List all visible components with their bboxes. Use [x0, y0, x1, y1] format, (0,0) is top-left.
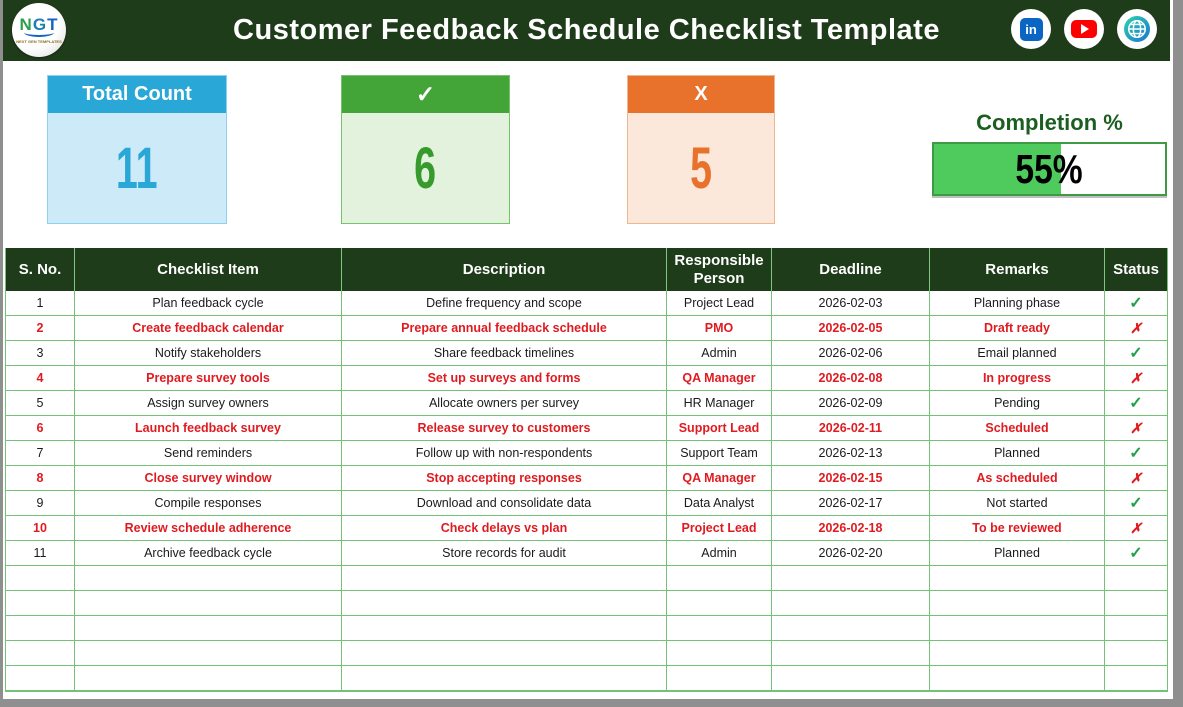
- cell-remarks[interactable]: [930, 566, 1105, 591]
- page-title: Customer Feedback Schedule Checklist Template: [233, 14, 940, 46]
- cell-checklist-item[interactable]: Close survey window: [75, 466, 342, 491]
- globe-icon[interactable]: [1117, 9, 1157, 49]
- status-check-icon[interactable]: ✓: [1105, 291, 1167, 316]
- cell-sno[interactable]: 10: [6, 516, 75, 541]
- cell-description[interactable]: Prepare annual feedback schedule: [342, 316, 667, 341]
- window-frame-bottom: [0, 699, 1183, 707]
- cell-deadline[interactable]: 2026-02-20: [772, 541, 930, 566]
- cell-checklist-item[interactable]: Compile responses: [75, 491, 342, 516]
- check-icon: ✓: [342, 76, 509, 113]
- cell-responsible-person[interactable]: Admin: [667, 341, 772, 366]
- cell-description[interactable]: Follow up with non-respondents: [342, 441, 667, 466]
- cell-description[interactable]: Define frequency and scope: [342, 291, 667, 316]
- cell-responsible-person[interactable]: Support Lead: [667, 416, 772, 441]
- col-header-sno: S. No.: [6, 248, 75, 291]
- cell-sno[interactable]: [6, 666, 75, 691]
- cell-description[interactable]: Set up surveys and forms: [342, 366, 667, 391]
- table-header-row: [6, 248, 1167, 291]
- cell-checklist-item[interactable]: [75, 566, 342, 591]
- cell-sno[interactable]: [6, 616, 75, 641]
- status-x-icon[interactable]: ✗: [1105, 416, 1167, 441]
- cell-sno[interactable]: 4: [6, 366, 75, 391]
- cell-checklist-item[interactable]: [75, 641, 342, 666]
- table-row: [6, 366, 1167, 391]
- cell-status[interactable]: [1105, 616, 1167, 641]
- cell-responsible-person[interactable]: Project Lead: [667, 291, 772, 316]
- table-row: [6, 391, 1167, 416]
- cell-remarks[interactable]: Not started: [930, 491, 1105, 516]
- done-count-value: 6: [342, 113, 509, 223]
- cell-sno[interactable]: 2: [6, 316, 75, 341]
- col-header-status: Status: [1113, 260, 1159, 278]
- empty-row: [6, 666, 1167, 691]
- brand-logo-swoosh: [24, 28, 54, 37]
- window-frame-left: [0, 0, 3, 707]
- cell-checklist-item[interactable]: Notify stakeholders: [75, 341, 342, 366]
- cell-description[interactable]: Allocate owners per survey: [342, 391, 667, 416]
- cell-deadline[interactable]: 2026-02-13: [772, 441, 930, 466]
- cell-remarks[interactable]: Pending: [930, 391, 1105, 416]
- cell-remarks[interactable]: Draft ready: [930, 316, 1105, 341]
- table-row: [6, 416, 1167, 441]
- cell-description[interactable]: Release survey to customers: [342, 416, 667, 441]
- cell-sno[interactable]: 8: [6, 466, 75, 491]
- cell-responsible-person[interactable]: QA Manager: [667, 466, 772, 491]
- social-links: [1011, 9, 1157, 49]
- col-header-deadline: Deadline: [772, 248, 930, 291]
- col-header-item: Checklist Item: [75, 248, 342, 291]
- cell-remarks[interactable]: [930, 616, 1105, 641]
- cell-deadline[interactable]: 2026-02-18: [772, 516, 930, 541]
- status-x-icon[interactable]: ✗: [1105, 516, 1167, 541]
- cell-deadline[interactable]: 2026-02-15: [772, 466, 930, 491]
- table-row: [6, 291, 1167, 316]
- status-check-icon[interactable]: ✓: [1105, 391, 1167, 416]
- linkedin-icon[interactable]: in: [1011, 9, 1051, 49]
- cell-remarks[interactable]: Scheduled: [930, 416, 1105, 441]
- status-check-icon[interactable]: ✓: [1105, 341, 1167, 366]
- cell-remarks[interactable]: Planned: [930, 441, 1105, 466]
- cell-remarks[interactable]: In progress: [930, 366, 1105, 391]
- table-body: [6, 291, 1167, 691]
- cell-sno[interactable]: 9: [6, 491, 75, 516]
- cell-remarks[interactable]: Planning phase: [930, 291, 1105, 316]
- cell-remarks[interactable]: Planned: [930, 541, 1105, 566]
- cell-responsible-person[interactable]: Support Team: [667, 441, 772, 466]
- empty-row: [6, 591, 1167, 616]
- cell-sno[interactable]: [6, 591, 75, 616]
- cell-status[interactable]: [1105, 566, 1167, 591]
- pending-count-card: [627, 75, 775, 224]
- col-header-person: Responsible Person: [667, 248, 772, 291]
- cell-description[interactable]: [342, 566, 667, 591]
- cell-remarks[interactable]: To be reviewed: [930, 516, 1105, 541]
- cell-description[interactable]: Store records for audit: [342, 541, 667, 566]
- status-x-icon[interactable]: ✗: [1105, 316, 1167, 341]
- cell-deadline[interactable]: 2026-02-06: [772, 341, 930, 366]
- status-check-icon[interactable]: ✓: [1105, 441, 1167, 466]
- cell-deadline[interactable]: 2026-02-03: [772, 291, 930, 316]
- cell-checklist-item[interactable]: [75, 666, 342, 691]
- cell-responsible-person[interactable]: Data Analyst: [667, 491, 772, 516]
- cell-checklist-item[interactable]: Launch feedback survey: [75, 416, 342, 441]
- header-bar: [3, 0, 1170, 61]
- total-count-label: Total Count: [48, 76, 226, 113]
- cell-sno[interactable]: 5: [6, 391, 75, 416]
- status-check-icon[interactable]: ✓: [1105, 491, 1167, 516]
- total-count-card: [47, 75, 227, 224]
- completion-percent-value: 55%: [1015, 145, 1084, 192]
- cell-checklist-item[interactable]: [75, 616, 342, 641]
- checklist-table: [5, 248, 1168, 692]
- cell-deadline[interactable]: 2026-02-09: [772, 391, 930, 416]
- cell-checklist-item[interactable]: [75, 591, 342, 616]
- done-count-card: [341, 75, 510, 224]
- cell-remarks[interactable]: [930, 641, 1105, 666]
- cell-checklist-item[interactable]: Plan feedback cycle: [75, 291, 342, 316]
- cell-description[interactable]: [342, 616, 667, 641]
- cell-status[interactable]: [1105, 666, 1167, 691]
- brand-logo-text: NGT: [19, 14, 59, 34]
- cell-deadline[interactable]: 2026-02-11: [772, 416, 930, 441]
- cell-remarks[interactable]: As scheduled: [930, 466, 1105, 491]
- completion-label: Completion %: [976, 110, 1123, 135]
- cell-deadline[interactable]: [772, 641, 930, 666]
- table-row: [6, 441, 1167, 466]
- cell-status[interactable]: [1105, 641, 1167, 666]
- cell-status[interactable]: [1105, 591, 1167, 616]
- cell-deadline[interactable]: 2026-02-08: [772, 366, 930, 391]
- cell-responsible-person[interactable]: HR Manager: [667, 391, 772, 416]
- cell-deadline[interactable]: [772, 616, 930, 641]
- youtube-icon[interactable]: [1064, 9, 1104, 49]
- status-x-icon[interactable]: ✗: [1105, 366, 1167, 391]
- table-row: [6, 316, 1167, 341]
- cell-description[interactable]: Stop accepting responses: [342, 466, 667, 491]
- cell-sno[interactable]: 11: [6, 541, 75, 566]
- cell-responsible-person[interactable]: PMO: [667, 316, 772, 341]
- cell-deadline[interactable]: [772, 666, 930, 691]
- status-x-icon[interactable]: ✗: [1105, 466, 1167, 491]
- cell-checklist-item[interactable]: Send reminders: [75, 441, 342, 466]
- cell-responsible-person[interactable]: [667, 641, 772, 666]
- brand-logo: [12, 3, 66, 57]
- cell-description[interactable]: [342, 591, 667, 616]
- cell-responsible-person[interactable]: [667, 666, 772, 691]
- table-row: [6, 541, 1167, 566]
- completion-progress-bar: [932, 142, 1167, 196]
- cell-checklist-item[interactable]: Prepare survey tools: [75, 366, 342, 391]
- col-header-description: Description: [342, 248, 667, 291]
- cell-deadline[interactable]: [772, 566, 930, 591]
- cell-checklist-item[interactable]: Archive feedback cycle: [75, 541, 342, 566]
- cell-sno[interactable]: [6, 566, 75, 591]
- cell-responsible-person[interactable]: QA Manager: [667, 366, 772, 391]
- brand-logo-tagline: NEXT GEN TEMPLATES: [16, 38, 62, 44]
- cell-responsible-person[interactable]: [667, 566, 772, 591]
- cell-deadline[interactable]: [772, 591, 930, 616]
- total-count-value: 11: [48, 113, 226, 223]
- empty-row: [6, 641, 1167, 666]
- cell-responsible-person[interactable]: Admin: [667, 541, 772, 566]
- empty-row: [6, 566, 1167, 591]
- col-header-remarks: Remarks: [930, 248, 1105, 291]
- cell-sno[interactable]: [6, 641, 75, 666]
- cell-sno[interactable]: 3: [6, 341, 75, 366]
- cell-responsible-person[interactable]: Project Lead: [667, 516, 772, 541]
- empty-row: [6, 616, 1167, 641]
- cell-description[interactable]: Download and consolidate data: [342, 491, 667, 516]
- cell-description[interactable]: [342, 666, 667, 691]
- cell-responsible-person[interactable]: [667, 591, 772, 616]
- cell-description[interactable]: Check delays vs plan: [342, 516, 667, 541]
- cell-remarks[interactable]: Email planned: [930, 341, 1105, 366]
- cell-deadline[interactable]: 2026-02-05: [772, 316, 930, 341]
- cell-sno[interactable]: 7: [6, 441, 75, 466]
- cell-sno[interactable]: 1: [6, 291, 75, 316]
- cell-sno[interactable]: 6: [6, 416, 75, 441]
- x-icon: X: [628, 76, 774, 113]
- cell-remarks[interactable]: [930, 666, 1105, 691]
- cell-checklist-item[interactable]: Create feedback calendar: [75, 316, 342, 341]
- cell-description[interactable]: [342, 641, 667, 666]
- cell-checklist-item[interactable]: Assign survey owners: [75, 391, 342, 416]
- table-row: [6, 341, 1167, 366]
- table-row: [6, 466, 1167, 491]
- cell-description[interactable]: Share feedback timelines: [342, 341, 667, 366]
- window-frame-right: [1173, 0, 1183, 707]
- table-row: [6, 491, 1167, 516]
- cell-checklist-item[interactable]: Review schedule adherence: [75, 516, 342, 541]
- cell-remarks[interactable]: [930, 591, 1105, 616]
- pending-count-value: 5: [628, 113, 774, 223]
- table-row: [6, 516, 1167, 541]
- cell-deadline[interactable]: 2026-02-17: [772, 491, 930, 516]
- cell-responsible-person[interactable]: [667, 616, 772, 641]
- status-check-icon[interactable]: ✓: [1105, 541, 1167, 566]
